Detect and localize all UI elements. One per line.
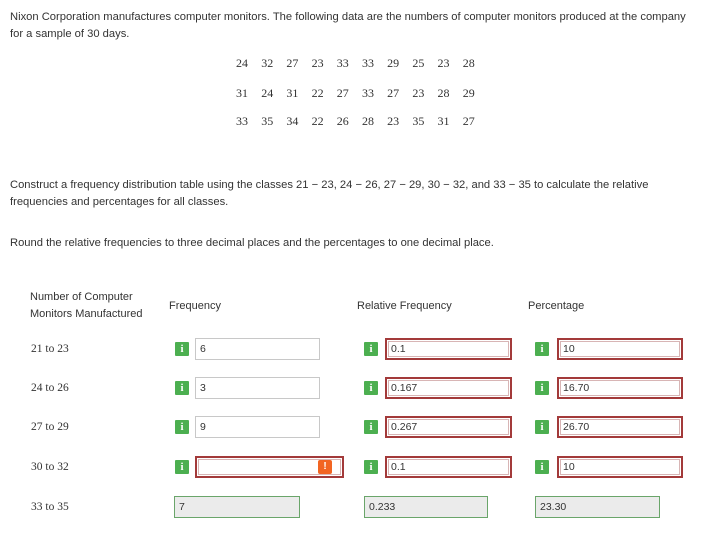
data-value: 27 (387, 86, 400, 100)
data-value: 29 (462, 86, 475, 100)
data-value: 26 (336, 114, 349, 128)
data-value: 32 (261, 56, 274, 70)
data-value: 33 (236, 114, 248, 128)
row-label: 21 to 23 (31, 343, 69, 355)
row-label: 24 to 26 (31, 382, 69, 394)
warning-icon: ! (318, 460, 332, 474)
info-icon[interactable]: i (535, 420, 549, 434)
relative-frequency-answer: 0.233 (364, 496, 488, 518)
data-value: 28 (462, 56, 475, 70)
header-frequency: Frequency (169, 300, 221, 312)
data-value: 27 (462, 114, 475, 128)
frequency-input[interactable]: 6 (195, 338, 320, 360)
percentage-input[interactable]: 10 (557, 338, 683, 360)
info-icon[interactable]: i (364, 420, 378, 434)
data-value: 28 (361, 114, 374, 128)
data-row-3 (236, 114, 488, 129)
info-icon[interactable]: i (175, 460, 189, 474)
data-value: 35 (412, 114, 425, 128)
relative-frequency-input[interactable]: 0.267 (385, 416, 512, 438)
data-value: 33 (336, 56, 349, 70)
rounding-text: Round the relative frequencies to three decimal places and the percentages to one decimal place. (10, 237, 494, 249)
problem-intro: Nixon Corporation manufactures computer monitors. The following data are the numbers of computer monitors produced at the company for a sample of 30 days. (10, 11, 686, 40)
info-icon[interactable]: i (364, 460, 378, 474)
info-icon[interactable]: i (535, 381, 549, 395)
data-value: 23 (387, 114, 400, 128)
data-value: 28 (437, 86, 450, 100)
percentage-input[interactable]: 10 (557, 456, 683, 478)
data-value: 33 (361, 56, 374, 70)
data-value: 24 (236, 56, 248, 70)
percentage-input[interactable]: 26.70 (557, 416, 683, 438)
data-value: 25 (412, 56, 425, 70)
info-icon[interactable]: i (175, 381, 189, 395)
data-value: 31 (286, 86, 299, 100)
data-value: 35 (261, 114, 274, 128)
header-monitors: Number of Computer Monitors Manufactured (30, 291, 143, 320)
data-value: 23 (437, 56, 450, 70)
percentage-answer: 23.30 (535, 496, 660, 518)
data-value: 22 (311, 114, 324, 128)
data-value: 23 (412, 86, 425, 100)
data-value: 27 (286, 56, 299, 70)
info-icon[interactable]: i (175, 420, 189, 434)
info-icon[interactable]: i (364, 381, 378, 395)
data-value: 34 (286, 114, 299, 128)
header-percentage: Percentage (528, 300, 585, 312)
row-label: 27 to 29 (31, 421, 69, 433)
data-row-2 (236, 86, 488, 101)
relative-frequency-input[interactable]: 0.167 (385, 377, 512, 399)
data-value: 31 (236, 86, 248, 100)
row-label: 33 to 35 (31, 501, 69, 513)
data-value: 29 (387, 56, 400, 70)
data-value: 31 (437, 114, 450, 128)
info-icon[interactable]: i (175, 342, 189, 356)
data-value: 24 (261, 86, 274, 100)
relative-frequency-input[interactable]: 0.1 (385, 456, 512, 478)
info-icon[interactable]: i (535, 460, 549, 474)
data-value: 22 (311, 86, 324, 100)
data-value: 23 (311, 56, 324, 70)
data-value: 27 (336, 86, 349, 100)
relative-frequency-input[interactable]: 0.1 (385, 338, 512, 360)
frequency-input[interactable]: 3 (195, 377, 320, 399)
info-icon[interactable]: i (364, 342, 378, 356)
row-label: 30 to 32 (31, 461, 69, 473)
data-row-1 (236, 56, 488, 71)
info-icon[interactable]: i (535, 342, 549, 356)
instruction-text: Construct a frequency distribution table using the classes 21 − 23, 24 − 26, 27 − 29, 30 − 32, and 33 − 35 to calculate the relative frequencies and percentages for all classes. (10, 179, 649, 208)
header-relative-frequency: Relative Frequency (357, 300, 452, 312)
frequency-answer: 7 (174, 496, 300, 518)
data-value: 33 (361, 86, 374, 100)
frequency-input[interactable]: 9 (195, 416, 320, 438)
percentage-input[interactable]: 16.70 (557, 377, 683, 399)
